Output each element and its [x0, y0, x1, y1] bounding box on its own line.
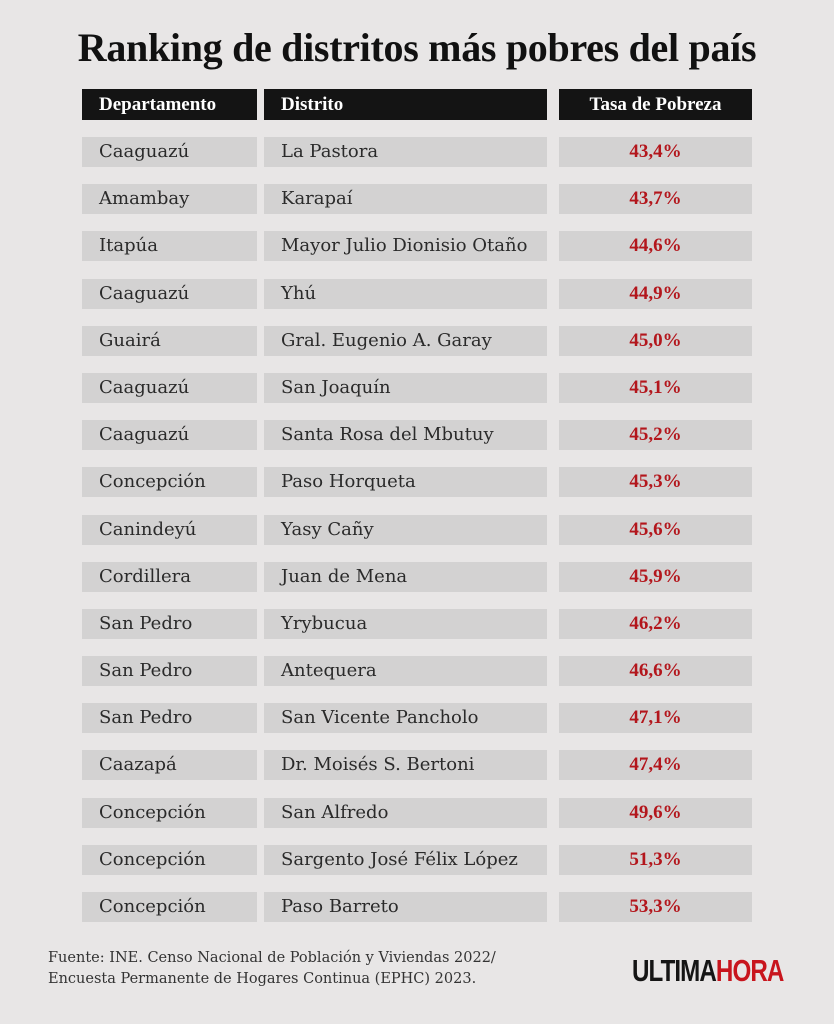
cell-distrito: Dr. Moisés S. Bertoni — [264, 750, 547, 780]
table-row — [82, 609, 752, 639]
table-row — [82, 420, 752, 450]
cell-distrito: San Vicente Pancholo — [264, 703, 547, 733]
cell-departamento: Concepción — [82, 467, 257, 497]
cell-departamento: Concepción — [82, 845, 257, 875]
cell-departamento: Concepción — [82, 892, 257, 922]
cell-departamento: Caaguazú — [82, 137, 257, 167]
cell-distrito: La Pastora — [264, 137, 547, 167]
cell-tasa-de-pobreza: 45,2% — [559, 420, 752, 450]
cell-tasa-de-pobreza: 43,4% — [559, 137, 752, 167]
table-row — [82, 750, 752, 780]
cell-distrito: Juan de Mena — [264, 562, 547, 592]
table-row — [82, 326, 752, 356]
cell-distrito: Yhú — [264, 279, 547, 309]
table-row — [82, 656, 752, 686]
ultimahora-logo — [632, 953, 783, 989]
cell-departamento: Caaguazú — [82, 279, 257, 309]
cell-departamento: Amambay — [82, 184, 257, 214]
cell-distrito: Mayor Julio Dionisio Otaño — [264, 231, 547, 261]
cell-tasa-de-pobreza: 49,6% — [559, 798, 752, 828]
cell-distrito: Yrybucua — [264, 609, 547, 639]
cell-tasa-de-pobreza: 45,0% — [559, 326, 752, 356]
table-row — [82, 467, 752, 497]
cell-tasa-de-pobreza: 43,7% — [559, 184, 752, 214]
cell-tasa-de-pobreza: 45,9% — [559, 562, 752, 592]
cell-departamento: San Pedro — [82, 703, 257, 733]
table-row — [82, 231, 752, 261]
table-row — [82, 184, 752, 214]
cell-departamento: Itapúa — [82, 231, 257, 261]
chart-title: Ranking de distritos más pobres del país — [77, 25, 757, 70]
cell-distrito: Gral. Eugenio A. Garay — [264, 326, 547, 356]
cell-departamento: Cordillera — [82, 562, 257, 592]
cell-departamento: Guairá — [82, 326, 257, 356]
table-row — [82, 373, 752, 403]
header-distrito: Distrito — [264, 89, 547, 120]
cell-distrito: Karapaí — [264, 184, 547, 214]
table-header — [82, 89, 752, 120]
cell-departamento: Concepción — [82, 798, 257, 828]
source-note — [48, 948, 496, 990]
cell-distrito: San Alfredo — [264, 798, 547, 828]
cell-distrito: Yasy Cañy — [264, 515, 547, 545]
cell-departamento: Canindeyú — [82, 515, 257, 545]
cell-tasa-de-pobreza: 47,4% — [559, 750, 752, 780]
cell-distrito: Antequera — [264, 656, 547, 686]
cell-tasa-de-pobreza: 46,2% — [559, 609, 752, 639]
table-body — [82, 137, 752, 922]
cell-tasa-de-pobreza: 45,6% — [559, 515, 752, 545]
cell-distrito: Paso Barreto — [264, 892, 547, 922]
cell-distrito: San Joaquín — [264, 373, 547, 403]
cell-tasa-de-pobreza: 53,3% — [559, 892, 752, 922]
logo-part-hora: HORA — [715, 953, 784, 988]
table-row — [82, 562, 752, 592]
cell-tasa-de-pobreza: 44,9% — [559, 279, 752, 309]
header-tasa-de-pobreza: Tasa de Pobreza — [559, 89, 752, 120]
table-row — [82, 845, 752, 875]
cell-departamento: San Pedro — [82, 656, 257, 686]
header-departamento: Departamento — [82, 89, 257, 120]
cell-tasa-de-pobreza: 44,6% — [559, 231, 752, 261]
cell-departamento: Caazapá — [82, 750, 257, 780]
cell-distrito: Paso Horqueta — [264, 467, 547, 497]
source-line-2: Encuesta Permanente de Hogares Continua (EPHC) 2023. — [48, 971, 477, 987]
cell-distrito: Sargento José Félix López — [264, 845, 547, 875]
cell-tasa-de-pobreza: 47,1% — [559, 703, 752, 733]
cell-tasa-de-pobreza: 45,3% — [559, 467, 752, 497]
logo-part-ultima: ULTIMA — [632, 953, 716, 988]
cell-tasa-de-pobreza: 45,1% — [559, 373, 752, 403]
cell-departamento: Caaguazú — [82, 420, 257, 450]
cell-departamento: San Pedro — [82, 609, 257, 639]
table-row — [82, 703, 752, 733]
cell-departamento: Caaguazú — [82, 373, 257, 403]
table-row — [82, 798, 752, 828]
cell-tasa-de-pobreza: 46,6% — [559, 656, 752, 686]
table-row — [82, 279, 752, 309]
table-row — [82, 515, 752, 545]
cell-tasa-de-pobreza: 51,3% — [559, 845, 752, 875]
table-row — [82, 137, 752, 167]
cell-distrito: Santa Rosa del Mbutuy — [264, 420, 547, 450]
source-line-1: Fuente: INE. Censo Nacional de Población y Viviendas 2022/ — [48, 950, 496, 966]
poverty-table — [82, 89, 752, 939]
table-row — [82, 892, 752, 922]
